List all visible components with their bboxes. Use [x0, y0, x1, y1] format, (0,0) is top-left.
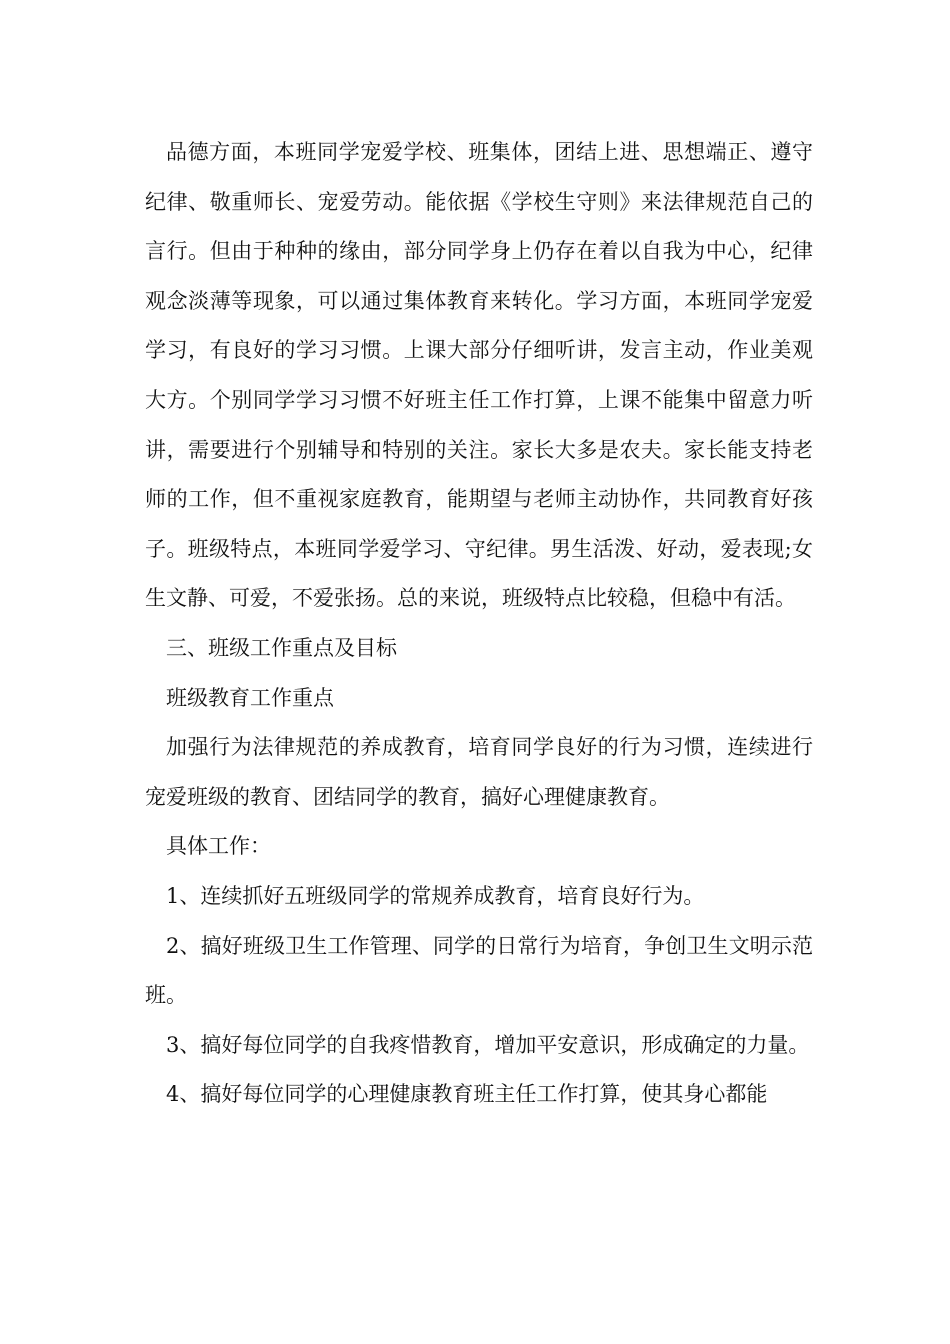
list-item-4: 4、搞好每位同学的心理健康教育班主任工作打算，使其身心都能 [166, 1082, 768, 1107]
list-item-2: 2、搞好班级卫生工作管理、同学的日常行为培育，争创卫生文明示范班。 [145, 933, 813, 1008]
subheading-education-focus: 班级教育工作重点 [166, 685, 334, 710]
document-body [145, 128, 813, 1120]
subheading-specific-work: 具体工作： [166, 834, 271, 859]
list-item-3: 3、搞好每位同学的自我疼惜教育，增加平安意识，形成确定的力量。 [166, 1032, 810, 1057]
paragraph-education-focus: 加强行为法律规范的养成教育，培育同学良好的行为习惯，连续进行宠爱班级的教育、团结同学的教育，搞好心理健康教育。 [145, 735, 813, 809]
section-heading-work-focus: 三、班级工作重点及目标 [166, 635, 397, 660]
paragraph-class-overview: 品德方面，本班同学宠爱学校、班集体，团结上进、思想端正、遵守纪律、敬重师长、宠爱劳动。能依据《学校生守则》来法律规范自己的言行。但由于种种的缘由，部分同学身上仍存在着以自我为中心，纪律观念淡薄等现象，可以通过集体教育来转化。学习方面，本班同学宠爱学习，有良好的学习习惯。上课大部分仔细听讲，发言主动，作业美观大方。个别同学学习习惯不好班主任工作打算，上课不能集中留意力听讲，需要进行个别辅导和特别的关注。家长大多是农夫。家长能支持老师的工作，但不重视家庭教育，能期望与老师主动协作，共同教育好孩子。班级特点，本班同学爱学习、守纪律。男生活泼、好动，爱表现;女生文静、可爱，不爱张扬。总的来说，班级特点比较稳，但稳中有活。 [145, 140, 813, 611]
list-item-1: 1、连续抓好五班级同学的常规养成教育，培育良好行为。 [166, 883, 705, 908]
